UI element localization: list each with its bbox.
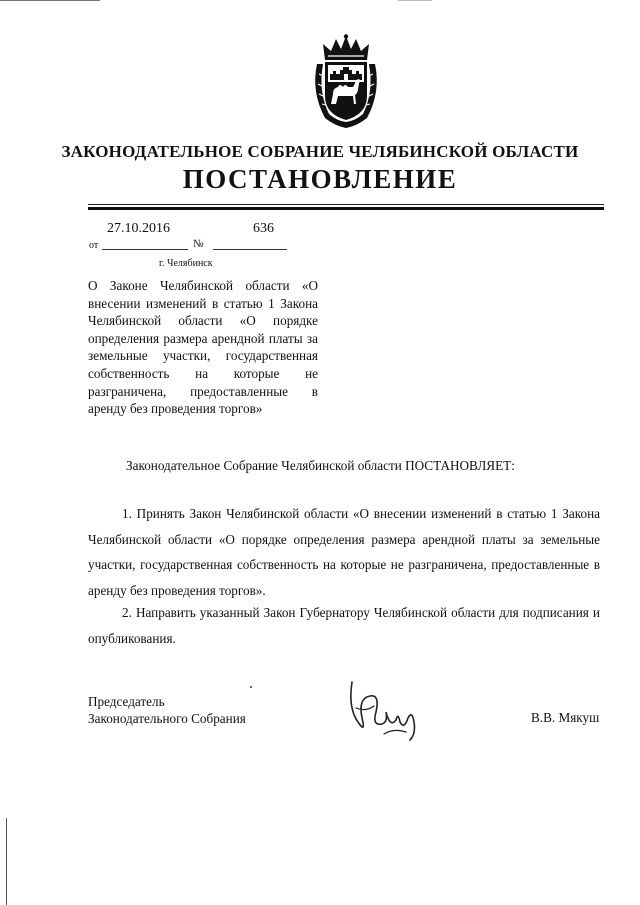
header-rule-thin (88, 204, 604, 205)
number-underline (213, 249, 287, 250)
document-subject: О Законе Челябинской области «О внесении изменений в статью 1 Закона Челябинской области «О порядке определения размера арендной платы за земельные участки, государственная собственность на которые не разграничена, предоставленные в аренду без проведения торгов» (88, 278, 318, 417)
scan-edge-line (6, 818, 7, 905)
coat-of-arms-emblem (311, 34, 381, 130)
scan-edge-mark (398, 0, 432, 1)
handwritten-signature (344, 678, 434, 746)
signer-name: В.В. Мякуш (531, 710, 600, 725)
preamble: Законодательное Собрание Челябинской области ПОСТАНОВЛЯЕТ: (126, 458, 515, 473)
number-label: № (193, 238, 204, 250)
document-type-title: ПОСТАНОВЛЕНИЕ (182, 164, 458, 194)
resolution-item: 2. Направить указанный Закон Губернатору Челябинской области для подписания и опубликования. (88, 605, 600, 646)
organization-title: ЗАКОНОДАТЕЛЬНОЕ СОБРАНИЕ ЧЕЛЯБИНСКОЙ ОБЛАСТИ (61, 142, 579, 161)
date-label: от (89, 240, 99, 251)
date-underline (102, 249, 188, 250)
document-number: 636 (253, 221, 274, 236)
document-date: 27.10.2016 (107, 221, 170, 236)
resolution-item: 1. Принять Закон Челябинской области «О внесении изменений в статью 1 Закона Челябинской области «О порядке определения размера арендной платы за земельные участки, государственная собственность на которые не разграничена, предоставленные в аренду без проведения торгов». (88, 506, 600, 598)
header-rule-thick (88, 207, 604, 210)
signer-title-line: Председатель (88, 694, 165, 709)
signer-title-line: Законодательного Собрания (88, 711, 246, 726)
scan-edge-line (0, 0, 100, 1)
city-label: г. Челябинск (159, 258, 213, 269)
signer-title (88, 693, 246, 727)
scan-speck (250, 686, 252, 688)
